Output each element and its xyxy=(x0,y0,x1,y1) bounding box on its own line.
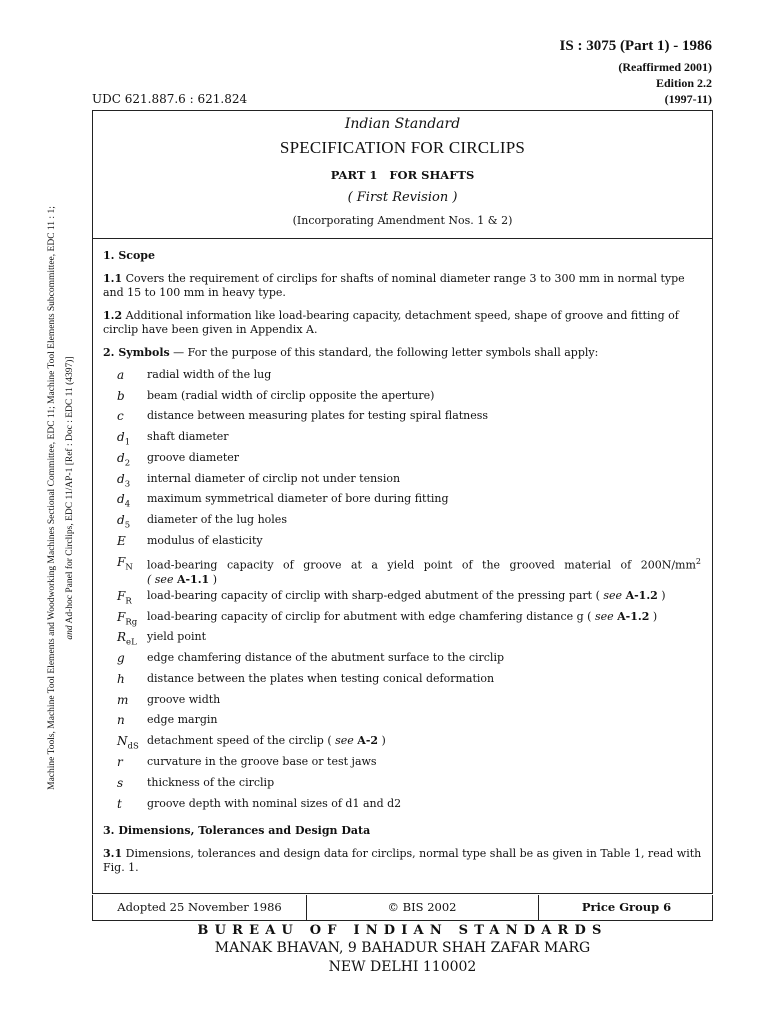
symbol xyxy=(117,555,133,574)
symbol-subscript: Rg xyxy=(125,617,138,628)
symbol-row xyxy=(103,755,703,775)
description-text: load-bearing capacity of circlip with sharp-edged abutment of the pressing part ( xyxy=(147,589,604,602)
clause-text: Additional information like load-bearing capacity, detachment speed, shape of groove and fitting of circlip have been given in Appendix A. xyxy=(103,309,679,336)
symbol-description: maximum symmetrical diameter of bore during fitting xyxy=(147,492,449,505)
publisher-address: MANAK BHAVAN, 9 BAHADUR SHAH ZAFAR MARG xyxy=(214,940,591,956)
footer-table xyxy=(92,895,713,921)
see-text: see xyxy=(594,610,614,623)
clause-1-2 xyxy=(103,309,703,337)
symbol-subscript: 3 xyxy=(124,479,131,490)
standard-number: IS : 3075 (Part 1) - 1986 xyxy=(559,38,712,54)
reaffirmed-note: (Reaffirmed 2001) xyxy=(618,60,712,74)
symbol-subscript: N xyxy=(125,562,133,573)
symbol-row xyxy=(103,409,703,429)
symbol xyxy=(117,472,130,491)
symbol xyxy=(117,734,139,753)
symbol: c xyxy=(117,409,124,423)
indian-standard-label: Indian Standard xyxy=(344,116,461,132)
symbol-description: modulus of elasticity xyxy=(147,534,263,547)
clause-text: Dimensions, tolerances and design data for circlips, normal type shall be as given in Table 1, read with Fig. 1. xyxy=(103,847,702,874)
symbol: b xyxy=(117,389,125,403)
cross-reference: A-2 xyxy=(357,734,379,747)
symbol-description: distance between measuring plates for testing spiral flatness xyxy=(147,409,489,422)
symbol-description: groove diameter xyxy=(147,451,240,464)
edition-label: Edition 2.2 xyxy=(655,76,712,90)
symbol-description: radial width of the lug xyxy=(147,368,272,381)
cross-reference: A-1.2 xyxy=(617,610,650,623)
side-note-text xyxy=(43,158,79,838)
price-group: Price Group 6 xyxy=(581,900,672,914)
symbol-letter: R xyxy=(117,630,127,644)
document-title: SPECIFICATION FOR CIRCLIPS xyxy=(279,138,526,157)
publisher-city: NEW DELHI 110002 xyxy=(328,959,477,975)
symbol: m xyxy=(117,693,129,707)
symbol-row xyxy=(103,630,703,650)
symbol xyxy=(117,589,132,608)
symbol: a xyxy=(117,368,125,382)
description-text: detachment speed of the circlip ( xyxy=(147,734,336,747)
symbol-letter: N xyxy=(117,734,128,748)
symbol-description: yield point xyxy=(147,630,206,643)
symbol-subscript: 2 xyxy=(124,458,131,469)
symbol-subscript: dS xyxy=(127,741,139,752)
part-label: PART 1 FOR SHAFTS xyxy=(330,168,475,182)
edition-date: (1997-11) xyxy=(664,92,712,106)
side-note-line xyxy=(61,158,79,838)
ref-close: ) xyxy=(649,610,658,623)
symbol-description: internal diameter of circlip not under tension xyxy=(147,472,401,485)
symbol-row xyxy=(103,492,703,512)
committee-side-note xyxy=(42,158,80,838)
symbol-letter: F xyxy=(117,610,126,624)
symbol-description: shaft diameter xyxy=(147,430,229,443)
symbol-description xyxy=(147,555,701,587)
symbol-description: edge chamfering distance of the abutment surface to the circlip xyxy=(147,651,505,664)
symbol-description xyxy=(147,589,701,603)
symbol: r xyxy=(117,755,123,769)
symbol-row xyxy=(103,555,703,585)
symbol xyxy=(117,451,130,470)
symbol-description xyxy=(147,610,701,624)
symbol-letter: d xyxy=(117,492,125,506)
symbol: g xyxy=(117,651,125,665)
symbol: h xyxy=(117,672,125,686)
description-text: load-bearing capacity of circlip for abutment with edge chamfering distance g ( xyxy=(147,610,595,623)
symbol-row xyxy=(103,534,703,554)
publisher-name: BUREAU OF INDIAN STANDARDS xyxy=(197,923,608,938)
clause-number: 1.2 xyxy=(103,309,123,322)
symbols-intro: — For the purpose of this standard, the following letter symbols shall apply: xyxy=(169,346,599,359)
clause-1-1 xyxy=(103,272,703,300)
symbol-row xyxy=(103,672,703,692)
side-note-and: and xyxy=(65,625,75,640)
see-text: ( see xyxy=(147,572,177,586)
symbol-row xyxy=(103,651,703,671)
symbol-description: thickness of the circlip xyxy=(147,776,275,789)
ref-close: ) xyxy=(209,572,217,586)
symbol-row xyxy=(103,389,703,409)
symbol-letter: d xyxy=(117,513,125,527)
symbol-description: diameter of the lug holes xyxy=(147,513,287,526)
cross-reference: A-1.2 xyxy=(625,589,658,602)
symbol-row xyxy=(103,734,703,754)
ref-close: ) xyxy=(378,734,386,747)
section-heading-symbols: 2. Symbols xyxy=(103,346,170,359)
symbol-description-line xyxy=(147,555,701,573)
symbol-row xyxy=(103,589,703,609)
clause-text: Covers the requirement of circlips for shafts of nominal diameter range 3 to 300 mm in normal type and 15 to 100 mm in heavy type. xyxy=(103,272,685,299)
ref-close: ) xyxy=(657,589,666,602)
symbol xyxy=(117,610,137,629)
amendment-note: (Incorporating Amendment Nos. 1 & 2) xyxy=(292,214,513,227)
symbol: t xyxy=(117,797,122,811)
superscript: 2 xyxy=(695,557,701,566)
symbol-description: edge margin xyxy=(147,713,218,726)
copyright: © BIS 2002 xyxy=(387,900,457,914)
symbol-subscript: R xyxy=(125,596,132,607)
clause-number: 1.1 xyxy=(103,272,123,285)
symbol-letter: d xyxy=(117,451,125,465)
udc-code: UDC 621.887.6 : 621.824 xyxy=(92,92,248,106)
symbol-row xyxy=(103,430,703,450)
symbol-description: groove depth with nominal sizes of d1 and d2 xyxy=(147,797,402,810)
symbol-subscript: 1 xyxy=(124,437,131,448)
symbol-description-line xyxy=(147,573,701,587)
section-heading-scope: 1. Scope xyxy=(103,249,155,262)
adopted-date: Adopted 25 November 1986 xyxy=(117,900,282,914)
symbol: E xyxy=(117,534,126,548)
see-text: see xyxy=(603,589,623,602)
symbol-description: groove width xyxy=(147,693,221,706)
symbol xyxy=(117,630,137,649)
symbol-row xyxy=(103,713,703,733)
section-heading-dimensions: 3. Dimensions, Tolerances and Design Data xyxy=(103,824,371,837)
symbol-subscript: 5 xyxy=(124,520,131,531)
clause-number: 3.1 xyxy=(103,847,123,860)
description-text: load-bearing capacity of groove at a yield point of the grooved material of 200N/mm xyxy=(147,558,696,572)
symbol-row xyxy=(103,693,703,713)
symbol-row xyxy=(103,472,703,492)
symbol xyxy=(117,513,130,532)
symbol-letter: F xyxy=(117,589,126,603)
symbol-row xyxy=(103,451,703,471)
section-symbols xyxy=(103,346,703,360)
symbol-description xyxy=(147,734,701,748)
title-divider xyxy=(92,238,713,239)
symbol-letter: F xyxy=(117,555,126,569)
see-text: see xyxy=(335,734,354,747)
symbol-letter: d xyxy=(117,472,125,486)
symbol: n xyxy=(117,713,125,727)
symbol-row xyxy=(103,368,703,388)
side-note-panel: Ad-hoc Panel for Circlips, EDC 11/AP-1 [Ref : Doc : EDC 11 (4397)] xyxy=(65,356,75,626)
cross-reference: A-1.1 xyxy=(176,572,210,586)
symbol-row xyxy=(103,776,703,796)
symbol-row xyxy=(103,610,703,630)
revision-label: ( First Revision ) xyxy=(347,190,458,205)
symbol: s xyxy=(117,776,124,790)
symbol-description: curvature in the groove base or test jaws xyxy=(147,755,377,768)
symbol-description: distance between the plates when testing conical deformation xyxy=(147,672,495,685)
symbol xyxy=(117,430,130,449)
symbol-letter: d xyxy=(117,430,125,444)
symbol-row xyxy=(103,513,703,533)
symbol-subscript: eL xyxy=(126,637,137,648)
side-note-line: Machine Tools, Machine Tool Elements and Woodworking Machines Sectional Committee, EDC 11; Machine Tool Elements Subcommittee, EDC 11 : 1; xyxy=(47,206,57,790)
symbol-description: beam (radial width of circlip opposite the aperture) xyxy=(147,389,435,402)
symbol-row xyxy=(103,797,703,817)
symbol-subscript: 4 xyxy=(124,499,131,510)
clause-3-1 xyxy=(103,847,703,875)
symbol xyxy=(117,492,130,511)
